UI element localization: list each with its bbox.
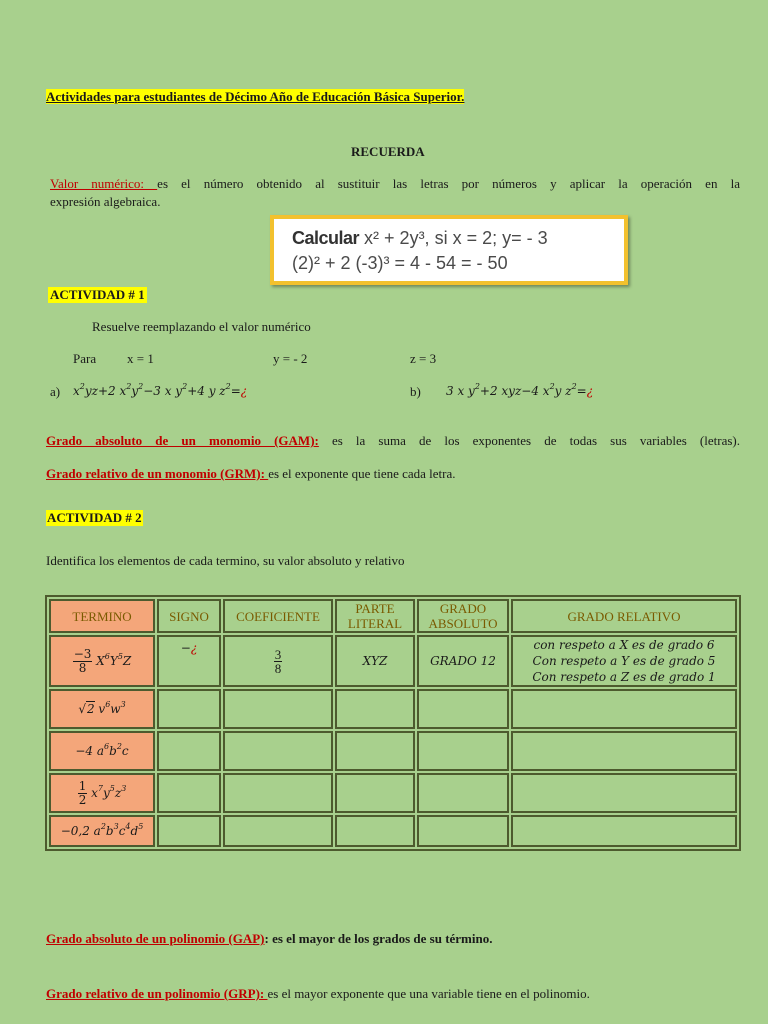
header-coeficiente: COEFICIENTE [223, 599, 333, 633]
parte-literal-cell[interactable] [335, 731, 415, 771]
parte-literal-cell[interactable] [335, 689, 415, 729]
grado-relativo-cell[interactable] [511, 773, 737, 813]
exercise-a-label: a) [50, 384, 61, 399]
signo-cell[interactable] [157, 731, 221, 771]
header-signo: SIGNO [157, 599, 221, 633]
parte-literal-cell: XYZ [335, 635, 415, 687]
coeficiente-cell: $\frac{3}{8}$ [223, 635, 333, 687]
header-grado-relativo: GRADO RELATIVO [511, 599, 737, 633]
coeficiente-cell[interactable] [223, 731, 333, 771]
grado-relativo-cell[interactable] [511, 731, 737, 771]
table-row [49, 689, 737, 729]
term-cell: $\frac{1}{2}$ $x^7y^5z^3$ [49, 773, 155, 813]
table-row [49, 815, 737, 847]
signo-cell: −¿ [157, 635, 221, 687]
actividad-2-instruction: Identifica los elementos de cada termino, su valor absoluto y relativo [46, 553, 405, 568]
page-title: Actividades para estudiantes de Décimo Año de Educación Básica Superior. [46, 89, 465, 104]
exercise-a-expression: $x^2yz+2$ $x^2y^2-3$ x $y^2+4$ y $z^2=¿$ [73, 382, 248, 398]
coeficiente-cell[interactable] [223, 815, 333, 847]
recuerda-heading: RECUERDA [351, 144, 425, 159]
gam-definition: Grado absoluto de un monomio (GAM): es la suma de los exponentes de todas sus variables (letras). [46, 433, 740, 448]
exercise-b-label: b) [410, 384, 421, 399]
term-cell: −0,2 $a^2b^3c^4d^5$ [49, 815, 155, 847]
grm-definition: Grado relativo de un monomio (GRM): es el exponente que tiene cada letra. [46, 466, 456, 481]
signo-cell[interactable] [157, 773, 221, 813]
table-header-row [49, 599, 737, 633]
x-value: x = 1 [127, 351, 154, 366]
gap-definition: Grado absoluto de un polinomio (GAP): es el mayor de los grados de su término. [46, 931, 493, 946]
table-row [49, 731, 737, 771]
example-image: Calcular x² + 2y³, si x = 2; y= - 3 (2)² + 2 (-3)³ = 4 - 54 = - 50 [270, 215, 628, 285]
y-value: y = - 2 [273, 351, 308, 366]
valor-numerico-term: Valor numérico: [50, 176, 158, 191]
gam-term: Grado absoluto de un monomio (GAM): [46, 433, 319, 448]
gap-term: Grado absoluto de un polinomio (GAP) [46, 931, 265, 946]
coeficiente-cell[interactable] [223, 773, 333, 813]
coeficiente-cell[interactable] [223, 689, 333, 729]
grp-definition: Grado relativo de un polinomio (GRP): es el mayor exponente que una variable tiene en el polinomio. [46, 986, 590, 1001]
actividad-1-instruction: Resuelve reemplazando el valor numérico [92, 319, 311, 334]
grado-absoluto-cell[interactable] [417, 689, 509, 729]
signo-cell[interactable] [157, 689, 221, 729]
term-cell: $\frac{-3}{8}$ $X^6Y^5Z$ [49, 635, 155, 687]
table-row [49, 773, 737, 813]
grado-absoluto-cell[interactable] [417, 815, 509, 847]
parte-literal-cell[interactable] [335, 815, 415, 847]
grado-relativo-cell: con respeto a X es de grado 6 Con respeto a Y es de grado 5 Con respeto a Z es de grado 1 [511, 635, 737, 687]
parte-literal-cell[interactable] [335, 773, 415, 813]
grp-term: Grado relativo de un polinomio (GRP): [46, 986, 268, 1001]
para-label: Para [73, 351, 97, 366]
signo-cell[interactable] [157, 815, 221, 847]
term-cell: −4 $a^6b^2c$ [49, 731, 155, 771]
header-parte-literal: PARTE LITERAL [335, 599, 415, 633]
actividad-1-label: ACTIVIDAD # 1 [50, 287, 145, 302]
monomial-table [45, 595, 741, 851]
term-cell: √2 $v^6w^3$ [49, 689, 155, 729]
grado-absoluto-cell: GRADO 12 [417, 635, 509, 687]
grado-absoluto-cell[interactable] [417, 773, 509, 813]
exercise-b-expression: 3 x $y^2+2$ xyz−4 $x^2y$ $z^2=¿$ [446, 382, 594, 398]
table-row [49, 635, 737, 687]
z-value: z = 3 [410, 351, 437, 366]
grm-term: Grado relativo de un monomio (GRM): [46, 466, 269, 481]
grado-relativo-cell[interactable] [511, 689, 737, 729]
valor-numerico-definition: Valor numérico: es el número obtenido al sustituir las letras por números y aplicar la operación en la expresión algebraica. [50, 176, 740, 209]
actividad-2-label: ACTIVIDAD # 2 [47, 510, 142, 525]
grado-absoluto-cell[interactable] [417, 731, 509, 771]
grado-relativo-cell[interactable] [511, 815, 737, 847]
header-termino: TERMINO [49, 599, 155, 633]
header-grado-absoluto: GRADO ABSOLUTO [417, 599, 509, 633]
